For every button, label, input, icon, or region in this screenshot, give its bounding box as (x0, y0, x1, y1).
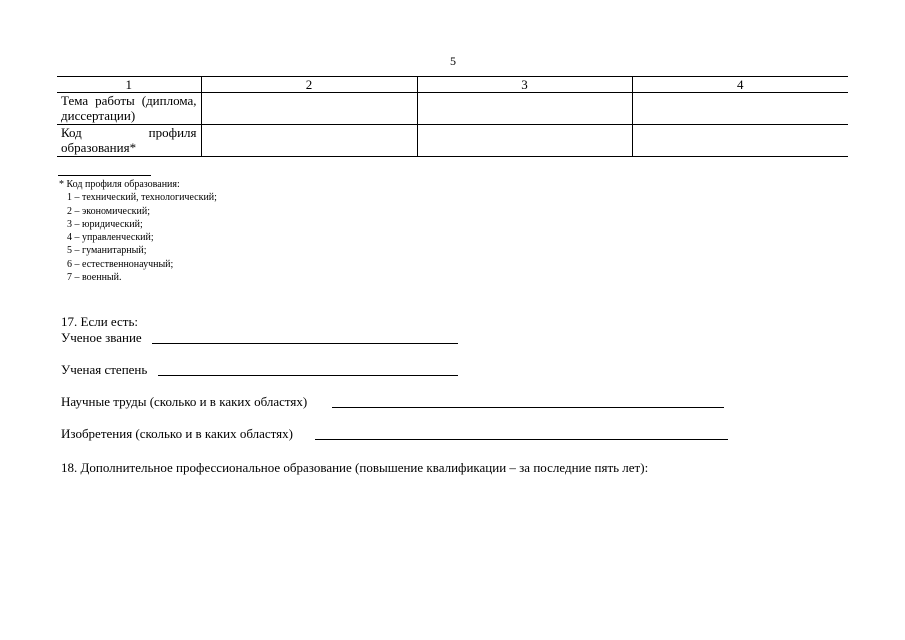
footnote-item: 4 – управленческий; (67, 232, 154, 244)
column-header: 2 (201, 77, 417, 93)
section-17-heading: 17. Если есть: (61, 314, 138, 329)
column-header: 4 (632, 77, 848, 93)
inventions-label: Изобретения (сколько и в каких областях) (61, 426, 293, 441)
academic-degree-label: Ученая степень (61, 362, 148, 377)
column-header: 1 (57, 77, 201, 93)
table-cell[interactable] (417, 93, 632, 125)
footnote (59, 178, 217, 284)
table-cell[interactable] (632, 93, 848, 125)
table-header-row (57, 77, 848, 93)
academic-title-label: Ученое звание (61, 330, 142, 345)
row-label-education-profile-code: Код профиля образования* (57, 125, 201, 157)
footnote-item: 7 – военный. (67, 272, 122, 284)
footnote-item: 5 – гуманитарный; (67, 245, 147, 257)
footnote-item: 1 – технический, технологический; (67, 192, 217, 204)
table-row (57, 125, 848, 157)
column-header: 3 (417, 77, 632, 93)
table-cell[interactable] (417, 125, 632, 157)
page-number: 5 (450, 54, 456, 68)
table-row (57, 93, 848, 125)
table-cell[interactable] (632, 125, 848, 157)
footnote-item: 3 – юридический; (67, 218, 143, 230)
section-18-heading: 18. Дополнительное профессиональное образование (повышение квалификации – за последние пять лет): (61, 460, 649, 475)
footnote-divider (58, 175, 151, 176)
academic-degree-field[interactable] (158, 375, 458, 376)
footnote-item: 2 – экономический; (67, 205, 150, 217)
education-table (57, 76, 848, 157)
footnote-item: 6 – естественнонаучный; (67, 258, 174, 270)
inventions-field[interactable] (315, 439, 728, 440)
table-cell[interactable] (201, 93, 417, 125)
footnote-title: * Код профиля образования: (59, 179, 180, 190)
scientific-works-label: Научные труды (сколько и в каких областях) (61, 394, 308, 409)
academic-title-field[interactable] (152, 343, 458, 344)
scientific-works-field[interactable] (332, 407, 724, 408)
row-label-thesis-topic: Тема работы (диплома, диссертации) (57, 93, 201, 125)
table-cell[interactable] (201, 125, 417, 157)
